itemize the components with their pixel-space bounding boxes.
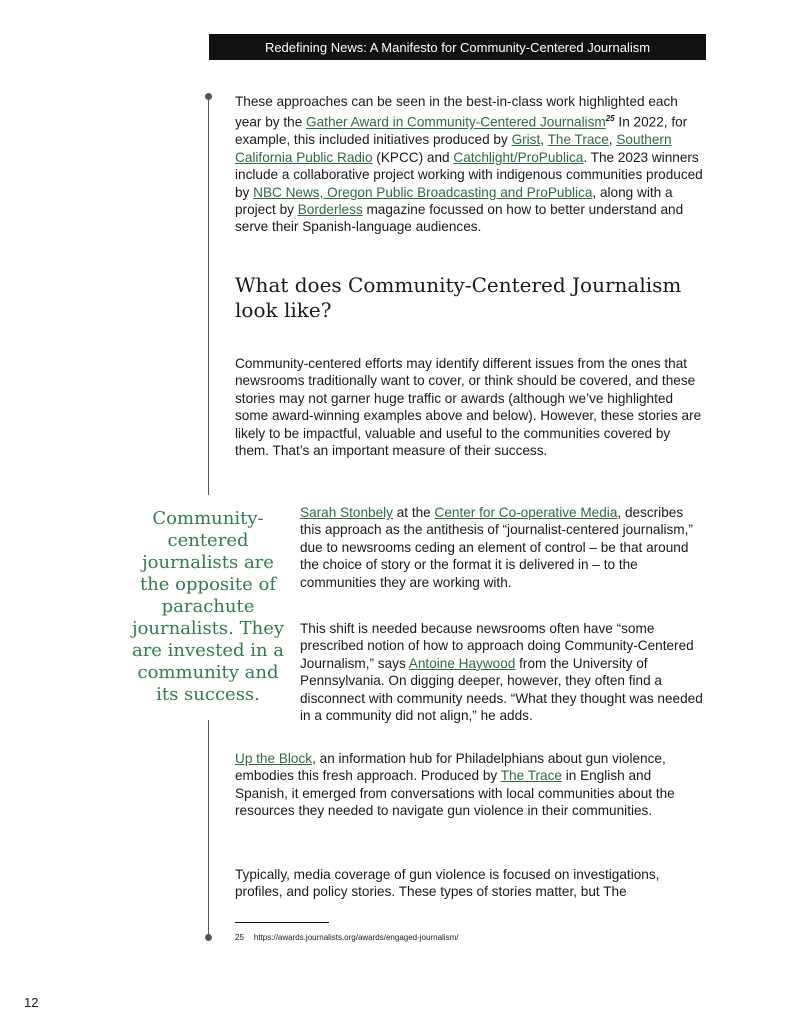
text-span: in English and Spanish, it emerged from conversations with local communities about the resources they needed to navigate gun violence in their communities. (235, 768, 675, 819)
link-antoine-haywood[interactable]: Antoine Haywood (408, 655, 516, 671)
text-span: , describes this approach as the antithesis of “journalist-centered journalism,” due to newsrooms ceding an element of control – be that around the choice of story or the format it is delivered in – to the communities they are working with. (300, 505, 693, 590)
paragraph-gather-award (235, 93, 705, 236)
page-number: 12 (24, 995, 39, 1010)
paragraph-gun-violence: Typically, media coverage of gun violence is focused on investigations, profiles, and policy stories. These types of stories matter, but The (235, 867, 660, 900)
link-sarah-stonbely[interactable]: Sarah Stonbely (300, 505, 393, 520)
rule-bottom-dot (205, 934, 212, 941)
rule-line-upper (208, 97, 209, 495)
paragraph-community-efforts: Community-centered efforts may identify different issues from the ones that newsrooms traditionally want to cover, or think should be covered, and these stories may not garner huge traffic or awards (although we’ve highlighted some award-winning examples above and below). However, these stories are likely to be impactful, valuable and useful to the communities covered by them. That’s an important measure of their success. (235, 356, 702, 459)
footnote-number: 25 (235, 933, 244, 942)
link-scpr[interactable]: Southern California Public Radio (235, 132, 672, 165)
running-header-title: Redefining News: A Manifesto for Community-Centered Journalism (264, 39, 651, 55)
footnote-url[interactable]: https://awards.journalists.org/awards/engaged-journalism/ (253, 933, 459, 942)
link-borderless[interactable]: Borderless (297, 201, 363, 217)
link-nbc-opb-propublica[interactable]: NBC News, Oregon Public Broadcasting and ProPublica (253, 184, 593, 200)
text-span: magazine focussed on how to better understand and serve their Spanish-language audiences. (235, 201, 684, 235)
text-span: , (608, 132, 617, 148)
paragraph-haywood (300, 620, 705, 724)
link-up-the-block[interactable]: Up the Block (235, 751, 313, 766)
text-span: , (540, 132, 548, 148)
footnote-divider (235, 922, 329, 923)
text-span: , an information hub for Philadelphians about gun violence, embodies this fresh approach. Produced by (235, 751, 666, 784)
text-span: These approaches can be seen in the best-in-class work highlighted each year by the (235, 94, 678, 130)
paragraph-up-the-block (235, 750, 697, 820)
text-span: (KPCC) and (372, 149, 454, 165)
text-span: . The 2023 winners include a collaborative project working with indigenous communities produced by (235, 149, 703, 200)
section-heading: What does Community-Centered Journalism look like? (235, 273, 682, 322)
link-grist[interactable]: Grist (511, 132, 541, 148)
text-span: In 2022, for example, this included initiatives produced by (235, 114, 688, 148)
footnote-ref[interactable]: 25 (605, 114, 615, 124)
paragraph-stonbely (300, 504, 703, 591)
link-the-trace[interactable]: The Trace (547, 132, 609, 148)
text-span: This shift is needed because newsrooms often have “some prescribed notion of how to approach doing Community-Centered Journalism,” says (300, 621, 694, 671)
pull-quote: Community-centered journalists are the opposite of parachute journalists. They are invested in a community and its success. (131, 508, 285, 705)
link-center-cooperative-media[interactable]: Center for Co-operative Media (434, 505, 618, 520)
text-span: , along with a project by (235, 184, 673, 217)
rule-line-lower (208, 720, 209, 936)
text-span: at the (392, 505, 435, 520)
link-gather-award[interactable]: Gather Award in Community-Centered Journalism (306, 114, 606, 130)
text-span: from the University of Pennsylvania. On digging deeper, however, they often find a disconnect with community needs. “What they thought was needed in a community did not align,” he adds. (300, 655, 703, 724)
running-header (209, 34, 706, 60)
link-catchlight-propublica[interactable]: Catchlight/ProPublica (453, 149, 584, 165)
link-the-trace-2[interactable]: The Trace (500, 768, 562, 784)
footnote (235, 933, 458, 942)
